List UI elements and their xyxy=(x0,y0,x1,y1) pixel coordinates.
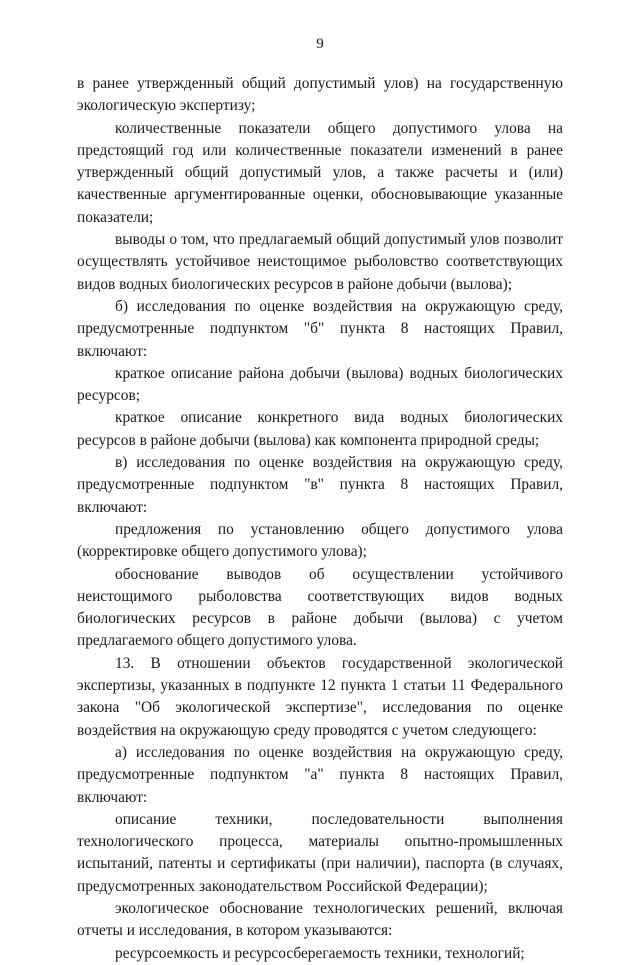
paragraph-area-description: краткое описание района добычи (вылова) водных биологических ресурсов; xyxy=(77,364,563,405)
paragraph-species-description: краткое описание конкретного вида водных биологических ресурсов в районе добычи (вылова) как компонента природной среды; xyxy=(77,409,563,449)
paragraph-resource-intensity: ресурсоемкость и ресурсосберегаемость техники, технологий; xyxy=(115,944,525,962)
page-number: 9 xyxy=(316,36,324,52)
paragraph-proposals: предложения по установлению общего допустимого улова (корректировке общего допустимого улова); xyxy=(77,520,563,561)
paragraph-ecological-justification: экологическое обоснование технологических решений, включая отчеты и исследования, в котором указываются: xyxy=(77,899,563,940)
paragraph-justification: обоснование выводов об осуществлении устойчивого неистощимого рыболовства соответствующих видов водных биологических ресурсов в районе добычи (вылова) с учетом предлагаемого общего допустимого улова. xyxy=(77,565,563,650)
paragraph-quantitative-indicators: количественные показатели общего допустимого улова на предстоящий год или количественные показатели изменений в ранее утвержденный общий допустимый улов, а также расчеты и (или) качественные аргументированные оценки, обосновывающие указанные показатели; xyxy=(77,119,563,226)
paragraph-item-v: в) исследования по оценке воздействия на окружающую среду, предусмотренные подпунктом "в" пункта 8 настоящих Правил, включают: xyxy=(77,454,563,516)
paragraph-conclusions: выводы о том, что предлагаемый общий допустимый улов позволит осуществлять устойчивое неистощимое рыболовство соответствующих видов водных биологических ресурсов в районе добычи (вылова); xyxy=(77,231,563,293)
paragraph-section-13: 13. В отношении объектов государственной экологической экспертизы, указанных в подпункте 12 пункта 1 статьи 11 Федерального закона "Об экологической экспертизе", исследования по оценке воздействия на окружающую среду проводятся с учетом следующего: xyxy=(77,654,563,739)
paragraph-item-a: а) исследования по оценке воздействия на окружающую среду, предусмотренные подпунктом "а" пункта 8 настоящих Правил, включают: xyxy=(77,743,563,806)
paragraph-continuation: в ранее утвержденный общий допустимый улов) на государственную экологическую экспертизу; xyxy=(77,75,563,115)
paragraph-item-b: б) исследования по оценке воздействия на окружающую среду, предусмотренные подпунктом "б" пункта 8 настоящих Правил, включают: xyxy=(77,297,563,360)
document-body xyxy=(77,73,563,965)
paragraph-technology-description: описание техники, последовательности выполнения технологического процесса, материалы опытно-промышленных испытаний, патенты и сертификаты (при наличии), паспорта (в случаях, предусмотренных законодательством Российской Федерации); xyxy=(77,810,563,895)
